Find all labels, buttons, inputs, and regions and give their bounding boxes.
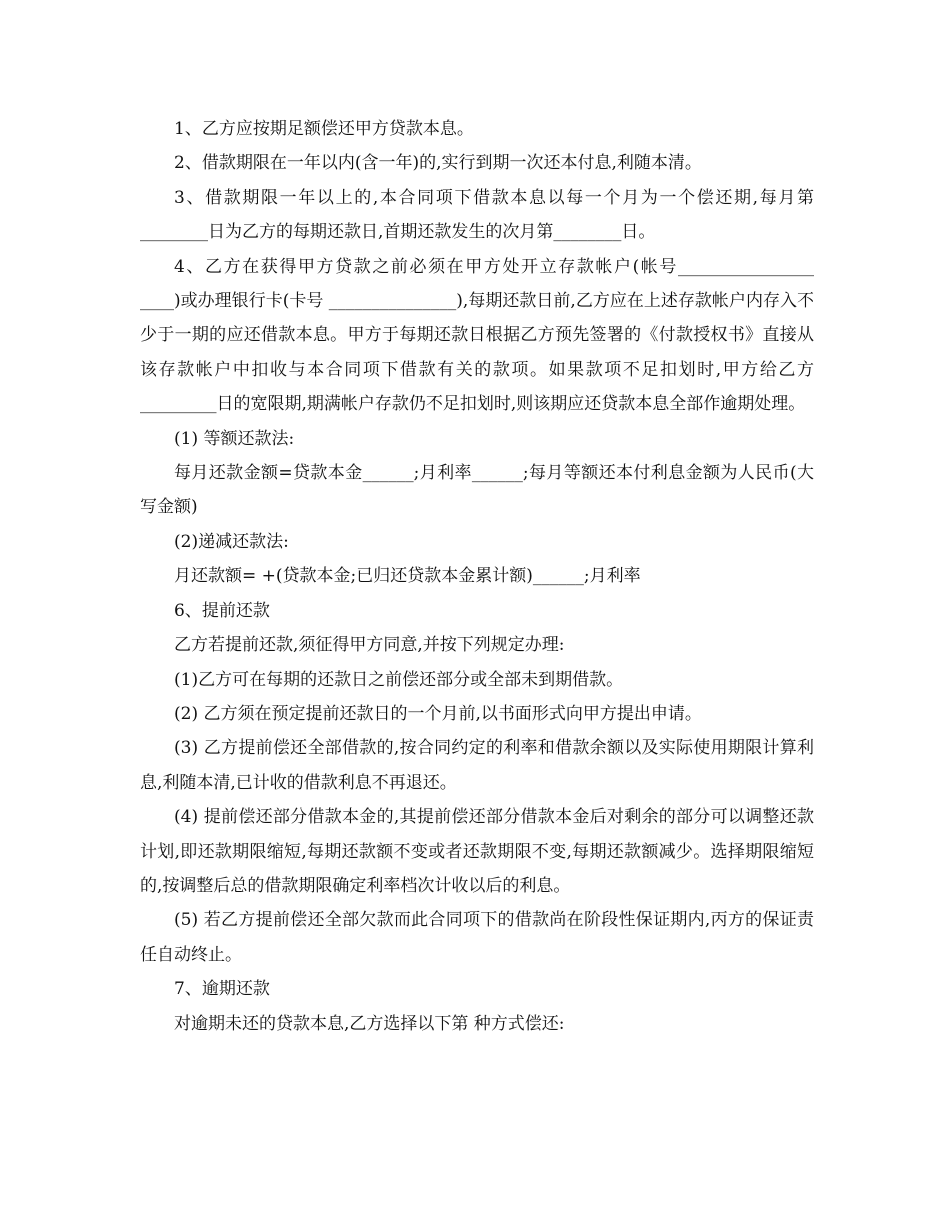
overdue-repayment-intro: 对逾期未还的贷款本息,乙方选择以下第 种方式偿还: — [174, 1013, 565, 1034]
decreasing-payment-formula: 月还款额= +(贷款本金;已归还贷款本金累计额)______;月利率 — [174, 566, 641, 587]
clause-1-paragraph: 1、乙方应按期足额偿还甲方贷款本息。 — [174, 119, 474, 139]
prepayment-item-3: (3) 乙方提前偿还全部借款的,按合同约定的利率和借款余额以及实际使用期限计算利息,利随本清,已计收的借款利息不再退还。 — [140, 738, 814, 793]
prepayment-item-1: (1)乙方可在每期的还款日之前偿还部分或全部未到期借款。 — [174, 669, 624, 690]
prepayment-intro: 乙方若提前还款,须征得甲方同意,并按下列规定办理: — [174, 635, 565, 656]
document-page — [140, 112, 814, 1041]
clause-4-paragraph: 4、乙方在获得甲方贷款之前必须在甲方处开立存款帐户(帐号________________ ____)或办理银行卡(卡号 _______________),每期还款日前,乙方应在上述存款帐户内存入不少于一期的应还借款本息。甲方于每期还款日根据乙方预先签署的《付款授权书》直接从该存款帐户中扣收与本合同项下借款有关的款项。如果款项不足扣划时,甲方给乙方_________日的宽限期,期满帐户存款仍不足扣划时,则该期应还贷款本息全部作逾期处理。 — [140, 256, 814, 415]
clause-3-paragraph: 3、借款期限一年以上的,本合同项下借款本息以每一个月为一个偿还期,每月第________日为乙方的每期还款日,首期还款发生的次月第________日。 — [140, 187, 814, 243]
prepayment-item-2: (2) 乙方须在预定提前还款日的一个月前,以书面形式向甲方提出申请。 — [174, 703, 702, 724]
prepayment-item-5: (5) 若乙方提前偿还全部欠款而此合同项下的借款尚在阶段性保证期内,丙方的保证责任自动终止。 — [140, 910, 814, 965]
equal-payment-heading: (1) 等额还款法: — [174, 428, 295, 449]
prepayment-item-4: (4) 提前偿还部分借款本金的,其提前偿还部分借款本金后对剩余的部分可以调整还款计划,即还款期限缩短,每期还款额不变或者还款期限不变,每期还款额减少。选择期限缩短的,按调整后总的借款期限确定利率档次计收以后的利息。 — [140, 807, 814, 896]
clause-7-heading: 7、逾期还款 — [174, 979, 270, 1000]
decreasing-payment-heading: (2)递减还款法: — [174, 531, 289, 552]
equal-payment-formula: 每月还款金额=贷款本金______;月利率______;每月等额还本付利息金额为人民币(大写金额) — [140, 463, 814, 518]
clause-2-paragraph: 2、借款期限在一年以内(含一年)的,实行到期一次还本付息,利随本清。 — [174, 153, 702, 174]
clause-6-heading: 6、提前还款 — [174, 600, 270, 621]
